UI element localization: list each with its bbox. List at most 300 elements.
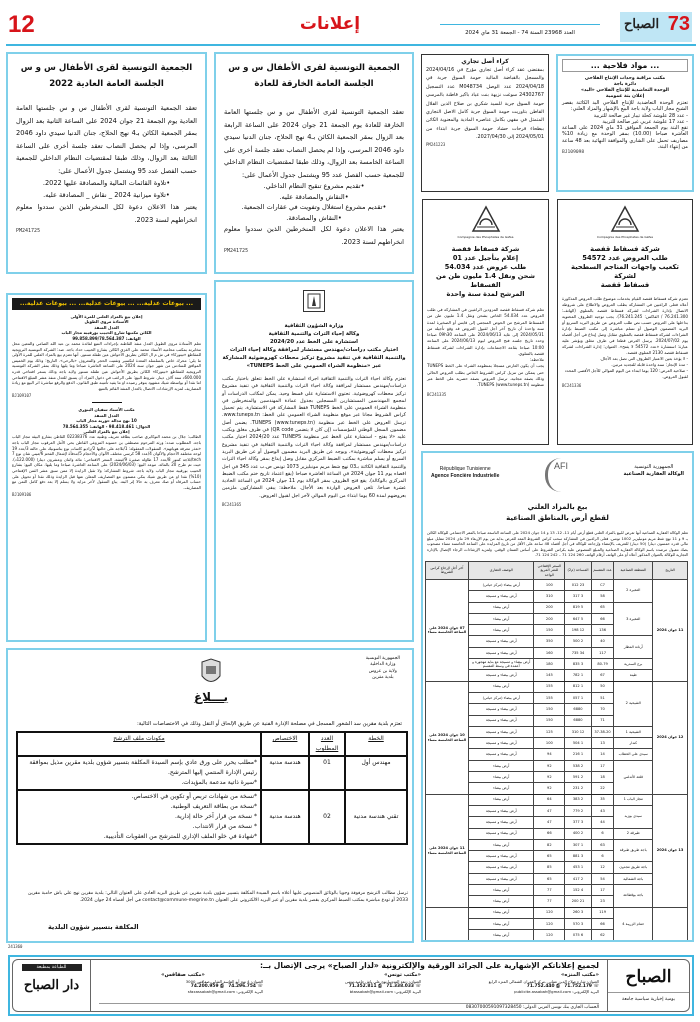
price-cell: 94 <box>534 749 565 760</box>
description-cell: أرض بيضاء و مسيجة <box>468 636 534 647</box>
lot-cell: 51 <box>591 692 614 703</box>
price-cell: 200 <box>534 613 565 624</box>
area-cell: 5 819 <box>565 602 592 613</box>
lot-cell: 14 <box>591 749 614 760</box>
office-name: «مكتب صفاقس» <box>161 972 205 978</box>
fax-icon: ⎙ <box>556 984 560 990</box>
office-email: البريد الإلكتروني: sfaxassabah@gmail.com <box>187 989 263 995</box>
table-row <box>426 681 688 692</box>
zone-cell: الشيحية 2 <box>614 681 653 726</box>
price-cell: 180 <box>534 659 565 670</box>
org-line: الجمهورية التونسية <box>365 656 400 661</box>
ad-title: طلب عروض عدد 54.034 <box>444 263 527 271</box>
office-fax: 74.200.959 <box>190 984 219 990</box>
lot-cell: 23 <box>591 896 614 907</box>
org-line: ولاية بن عروس <box>368 668 397 674</box>
description-cell: أرض بيضاء و مسيجة <box>468 851 534 862</box>
ad-item: - عدد 28 علوشة كحلة تيبار غير صالحة للتربية <box>593 112 688 119</box>
office-address: العنوان: شارع صلاح الدين عماني -مركز العمران الشمالي المنزه الرابع <box>488 979 599 984</box>
price-cell: 64 <box>534 794 565 805</box>
auction-date: 13 جوان 2024 <box>653 794 688 907</box>
area-cell: 6 075 <box>565 930 592 941</box>
lot-cell: 63 <box>591 839 614 850</box>
lot-cell: 136 <box>591 625 614 636</box>
afi-name-ar <box>623 464 684 478</box>
office-fax: 71.352.811 <box>348 984 377 990</box>
area-cell: 4 152 <box>565 884 592 895</box>
ad-title: الجمعية التونسية لقرى الأطفال س و س <box>20 63 193 73</box>
price-cell: 350 <box>534 636 565 647</box>
doc-item: *نسخة من بطاقة التعريف الوطنية. <box>170 803 257 810</box>
lot-cell: 17 <box>591 884 614 895</box>
zone-cell: برج السدرية <box>614 659 653 670</box>
price-cell: 120 <box>534 930 565 941</box>
description-cell: أرض بيضاء <box>468 907 534 918</box>
zone-cell: طبرقة 2 <box>614 828 653 839</box>
lot-cell: 80-79 <box>591 659 614 670</box>
ad-title: شركة فسفاط قفصة <box>590 245 660 253</box>
ad-ref: 241360 <box>8 944 23 949</box>
lot-cell: 54 <box>591 873 614 884</box>
description-cell: أرض بيضاء <box>468 839 534 850</box>
description-cell: أرض بيضاء و مسيجة <box>468 828 534 839</box>
area-cell: 6880 <box>565 715 592 726</box>
notice-title: بـــلاغ <box>193 690 229 704</box>
price-cell <box>534 941 565 942</box>
ad-subtitle: لقطع أرض بالمناطق الصناعية <box>506 514 609 522</box>
issue-info: العدد 23968 السنة 74 - الجمعة 31 ماي 2024 <box>465 30 575 36</box>
ad-title: كراء أصل تجاري <box>461 58 509 65</box>
area-cell: 3 377 <box>565 817 592 828</box>
megrine-org <box>366 656 400 682</box>
col-post: الخطة <box>345 732 407 756</box>
office-tunis <box>271 972 421 995</box>
area-cell: 23 012 <box>565 579 592 590</box>
column-header: المنطقة الصناعية <box>614 561 653 579</box>
price-cell: 47 <box>534 817 565 828</box>
ad-body: تعتزم شركة فسفاط قفصة القيام بخدمات موضوع طلب العروض المذكورة أعلاه فعلى الراغبين في المشاركة بطلب العروض والاطلاع على شروطه الاتصال بإدارة الشراءات لشركة فسفاط قفصة بالمتلوي (الهاتف: 76.241.300 / الفاكس: 76.241.245). يجب توجيه الظروف المحتوية بداخلها على العروض حسب نص طلب العروض عن طريق البريد السريع أو البريد المضمون الوصول أو تسلم مباشرة إلى مكتب الضبط بإدارة الشراءات لشركة فسفاط قفصة بالمتلوي مقابل وصل إيداع في أجل أقصاه يوم 2024/07/02. يرسل العرض قطعا في ظرف مغلق ويؤشر عليه عبارة: استشارة «عدد 54572 لا يفتح». العنوان: إدارة الشراءات لشركة فسفاط قفصة 2130 المتلوي قفصة. <box>562 296 689 355</box>
description-cell: أرض بيضاء و مسيجة <box>468 749 534 760</box>
lot-cell: 6 <box>591 851 614 862</box>
lot-cell: 43 <box>591 805 614 816</box>
price-cell: 47 <box>534 805 565 816</box>
print-label: للطباعة بمطبعة <box>22 964 82 971</box>
ad-assembly-ordinary <box>6 52 207 274</box>
note-label: ملاحظة: <box>529 357 544 363</box>
bank-account: الحساب الجاري بنك تونس العربي الدولي: 08307000591097328450 <box>99 1003 599 1010</box>
area-cell: 2 383 <box>565 794 592 805</box>
description-cell: أرض بيضاء و مسيجة <box>468 738 534 749</box>
ministry-emblem <box>303 290 325 312</box>
ad-lease <box>421 54 549 192</box>
column-header: آخر أجل لإرجاع كراس الشروط <box>426 561 469 579</box>
agenda-item: •النقاش والمصادقة. <box>286 213 342 222</box>
lot-cell: 66 <box>591 918 614 929</box>
office-address: العنوان: 4 نهج أبو القاسم الشابي-صفاقس 3000 <box>185 979 263 984</box>
signature: المكلفة بتسيير شؤون البلدية <box>48 923 139 931</box>
description-cell: أرض بيضاء <box>468 613 534 624</box>
count-cell: 02 <box>309 790 345 844</box>
zone-cell <box>614 941 653 942</box>
zone-cell: حمام الزريبة 4 <box>614 907 653 941</box>
header-rule <box>6 44 696 46</box>
office-sfax <box>103 972 263 995</box>
ad-title: المرشح لمدة سنة واحدة <box>446 290 525 298</box>
shield-icon <box>200 658 222 688</box>
ad-banner: ... بيوعات عدلية... ... بيوعات عدلية... ... بيوعات عدلية... <box>12 298 201 310</box>
deadline-cell <box>426 907 469 942</box>
area-cell: 1 453 <box>565 862 592 873</box>
area-cell: 5 647 <box>565 613 592 624</box>
column-header: عدد المقسم <box>591 561 614 579</box>
ad-culture-ministry <box>214 280 414 642</box>
ad-body: بمقتضى عقد كراء أصل تجاري مؤرخ في 2024/04/16 والمسجل بالقباضة المالية حومة السوق جربة في 2024/04/18 عدد الوصل M048734 عدد التسجيل 24302767 سوغت نزيهة بنت عياد باكير قاطنة بالمرسى حومة السوق جربة للسيد شكري بن صلاح الدين الفلال القاطن بتاوريت حومة السوق جربة كامل الاصل التجاري المتمثل في مقهى بكامل عناصره المادية والمعنوية الكائن ببطحاء فرحات حشاد حومة السوق جربة ابتداء من 2024/05/01 إلى 2027/04/30. <box>426 67 544 141</box>
lot-cell: 12 <box>591 862 614 873</box>
description-cell: أرض بيضاء <box>468 896 534 907</box>
office-fax: 71.752.440 <box>526 984 555 990</box>
newspaper-logo <box>620 12 692 42</box>
price-cell: 92 <box>534 772 565 783</box>
notice-head: مكتب الأستاذ سفيان البنوري <box>78 407 135 413</box>
table-row <box>17 790 407 844</box>
spec-cell: هندسة مدنية <box>261 756 309 790</box>
description-cell: أرض بيضاء <box>468 930 534 941</box>
notice-head: العدل المنفذ <box>94 412 119 418</box>
afi-name-fr <box>431 466 499 480</box>
ad-org: إعلان بتة عمومية <box>605 94 645 99</box>
description-cell: أرض بيضاء و مسيجة <box>468 647 534 658</box>
description-cell: أرض بيضاء <box>468 783 534 794</box>
description-cell: أرض بيضاء و مسيجة <box>468 670 534 681</box>
doc-item: *نسخة من شهادات تربص أو تكوين في الاختصاص. <box>131 793 257 800</box>
area-cell: 3 317 <box>565 591 592 602</box>
lot-cell <box>591 941 614 942</box>
cpg-logo <box>471 205 501 235</box>
price-cell: 85 <box>534 862 565 873</box>
auction-date: 12 جوان 2024 <box>653 681 688 794</box>
price-cell: 200 <box>534 602 565 613</box>
area-cell: 12 310 <box>565 726 592 737</box>
notice-head: إعلان بيع بالمزاد العلني للمرة الأولى <box>70 314 143 319</box>
ad-title: بيع بالمزاد العلني <box>527 503 588 511</box>
cpg-logo <box>610 205 640 235</box>
ad-footer: يعتبر هذا الاعلان دعوة لكل المنخرطين الذين سددوا معلوم انخراطهم لسنة 2023. <box>16 203 197 224</box>
lot-cell: 37-38-20 <box>591 726 614 737</box>
spec-cell: هندسة مدنية <box>261 790 309 844</box>
area-cell: 2 500 <box>565 636 592 647</box>
office-email: البريد الإلكتروني: publicite.assabah@gmail.com <box>514 989 599 995</box>
zone-cell: باجة الشمالية <box>614 873 653 884</box>
ad-cpg-postpone <box>422 199 549 445</box>
price-cell: 150 <box>534 715 565 726</box>
doc-item: * نسخة من قرار آخر حالة إدارية. <box>174 813 257 820</box>
deadline-cell: 10 جوان 2024 على الساعة الخامسة مساء <box>426 681 469 794</box>
lot-cell: 67 <box>591 670 614 681</box>
price-cell: 120 <box>534 907 565 918</box>
post-cell: تقني هندسة مدنية <box>345 790 407 844</box>
notice-head: إعلان بيع بالمزاد العلني <box>83 429 130 434</box>
afi-logo <box>545 458 579 492</box>
ad-ref: PM241725 <box>224 248 249 254</box>
ad-body: تعقد الجمعية التونسية لقرى الأطفال س و س جلستها العامة الخارقة للعادة يوم الجمعة 21 جوان 2024 على الساعة الرابعة بعد الزوال بمقر الجمعية الكائن بـ4 نهج الحلاج، جنان الدنيا سيدي داود 2046 المرسى، وإذا لم يحصل النصاب تعقد جلسة أخرى على الساعة الخامسة بعد الزوال، وذلك طبقا لمقتضيات النظام الداخلي للجمعية حسب الفصل عدد 95 ويشتمل جدول الأعمال على: <box>224 108 405 179</box>
description-cell: أرض بيضاء و مسيجة <box>468 715 534 726</box>
price-cell: 155 <box>534 692 565 703</box>
ad-item: - لا يؤخذ بعين الاعتبار الظروف التي تصل بعد الأجال. <box>599 356 688 361</box>
ad-ref: BJ109106 <box>12 492 32 498</box>
lot-cell: 6 <box>591 828 614 839</box>
count-cell: 01 <box>309 756 345 790</box>
ad-item: - صلاحية العرض: 120 يوما ابتداء من اليوم الموالي للأجل الأقصى المحدد لقبول العروض. <box>564 368 688 379</box>
notice-body: تعلم الأستاذة مروى الطويل العدل منفذ القاطنة بإجراءات التتبع لفائدة محمد بن عبد الله الصامي والمعين محل مخابرته بمكتب محاميه الأستاذ محمد علي الغزي الكائن بشارع الحبيب حداد باجة. ضد: الشركة التونسية النرويجية للمقاطع «تيتوركا» في ش م ال الكائن بطريق الأحواش عين طفلة تستور. أنها تعتزم بيع بالمزاد العلني للمرة الأولى ما يلي: محرك خاص بالسلسلة المعدة لتكسير وتفتيت الحجر والمعروف «بالرحى». التاريخ: وذلك يوم الخميس الموافق للسادس من شهر جوان سنة 2024 على الساعة العاشرة صباحا وما يليها وذلك بمقر الشركة التونسية النرويجية للمقاطع «تيتوركا» الكائن بطريق الأحواش عين طفلة تستور ولاية باجة وذلك بسعر افتتاحي قدره 600.000د ستة آلاف دينار. شروط البيع: على الراغب في دخول المزاد أن يسبق للعدل منفذ عشر المبلغ الافتتاحي اما نقدا أو بواسطة شيك مشهود بتوفر رصيده او ما يفيد تأمينه طبق القانون. الدفع والرفع مباشرة اثر البيع مع زيادة المصاريف لمزيد الإرشادات الاتصال بالعدل المنفذ القائم بالتتبع. <box>12 341 201 391</box>
office-email: البريد الإلكتروني: btassabah@gmail.com <box>349 989 421 995</box>
column-header: التاريخ <box>653 561 688 579</box>
zone-cell: طينة <box>614 670 653 681</box>
col-docs: مكونات ملف الترشح <box>17 732 261 756</box>
description-cell: أرض بيضاء <box>468 760 534 771</box>
lot-cell: 70 <box>591 704 614 715</box>
zone-cell: باجة بوقطاعة <box>614 884 653 907</box>
ad-title: الجمعية التونسية لقرى الأطفال س و س <box>228 63 400 73</box>
lot-cell: 35 <box>591 794 614 805</box>
area-cell: 1 504 <box>565 738 592 749</box>
price-cell: 65 <box>534 873 565 884</box>
ad-subtitle: الجلسة العامة الخارقة للعادة <box>254 79 374 89</box>
afi-logo-text: AFI <box>554 461 569 471</box>
logo-caption: Compagnie des Phosphates de Gafsa <box>597 235 653 239</box>
lot-cell: 119 <box>591 907 614 918</box>
zone-cell: باجة طريق مجدون <box>614 862 653 873</box>
agenda-item: •تلاوة ميزانية 2024 _ نقاش _ المصادقة عليه. <box>43 191 170 199</box>
price-cell: 100 <box>534 579 565 590</box>
header-rule-short <box>440 24 600 25</box>
notice-intro: تعتزم بلدية مقرين سد الشغور المسجل في مصلحة الإدارة الفنية عن طريق الإلحاق أو النقل وذلك في الاختصاصات التالية: <box>136 721 402 727</box>
afi-agency-ar: الوكالة العقارية الصناعية <box>623 471 684 477</box>
price-cell: 77 <box>534 884 565 895</box>
ad-note: يجب أن يكون العارض مسجلا بمنظومة الشراء على الخط TUNEPS حتى يتمكن من تنزيل كراس الشروط الخاص بطلب العروض الحالي وذلك بصفة مجانية. ترسل العروض بصفة حصرية على الخط عبر منظومة TUNEPS (www.tuneps.tn). <box>427 363 544 388</box>
description-cell: أرض بيضاء <box>468 794 534 805</box>
description-cell: أرض بيضاء و مسيجة <box>468 591 534 602</box>
agenda-item: •تقديم مشروع تنقيح النظام الداخلي. <box>263 182 365 190</box>
zone-cell: المغيرة 3 <box>614 602 653 636</box>
auction-date: 11 جوان 2024 <box>653 579 688 681</box>
office-phone: 74.296.754 <box>228 984 256 990</box>
agenda-item: •النقاش والمصادقة عليه. <box>279 192 349 201</box>
ad-body: تعتزم الوحدة التعاضدية للإنتاج الفلاحي البد الكائنة بقصر الشيخ مجاز الباب ولاية باجة البيع بالإشهار والمزاد العلني: <box>562 100 688 113</box>
lot-cell: 71 <box>591 715 614 726</box>
area-cell: 6880 <box>565 704 592 715</box>
doc-item: *شهادة في خلو الملف الإداري للمترشح من العقوبات التأديبية. <box>103 833 257 840</box>
lot-cell: 65 <box>591 602 614 613</box>
fax-icon: ⎙ <box>378 984 382 990</box>
description-cell: أرض بيضاء و مسيجة <box>468 817 534 828</box>
doc-item: *مطلب يحرر على ورق عادي بإسم السيدة المكلفة بتسيير شؤون بلدية مقرين مذيل بموافقة رئيس الإدارة المنتمي إليها المترشح. <box>29 759 257 776</box>
notice-head: الهاتف: 99.858.899/78.564.387 <box>72 335 141 341</box>
brand-block <box>607 960 689 1011</box>
description-cell: أرض بيضاء و مسيجة <box>468 805 534 816</box>
office-name: «مكتب تونس» <box>384 972 421 978</box>
print-block <box>13 960 91 1011</box>
ad-ref: BJ109107 <box>12 393 32 399</box>
lot-cell: 22 <box>591 783 614 794</box>
notice-head: الأستاذة مروى الطويل <box>84 319 129 325</box>
divider <box>92 402 122 403</box>
afi-agency-fr: Agence Foncière Industrielle <box>431 473 500 479</box>
lot-cell: 66 <box>591 613 614 624</box>
price-cell: 65 <box>534 851 565 862</box>
office-phone: 71.752.179 <box>564 984 592 990</box>
ad-org: استشارة على الخط عدد 2024/20 <box>269 339 358 345</box>
price-cell: 160 <box>534 647 565 658</box>
notice-head: الجوال: 98.418.461 - الهاتف: 78.564.355 <box>62 423 151 429</box>
logo-text: الصباح <box>624 17 660 32</box>
description-cell: أرض بيضاء <box>468 681 534 692</box>
deadline-cell: 11 جوان 2024 على الساعة الخامسة مساء <box>426 794 469 907</box>
price-cell: 66 <box>534 828 565 839</box>
area-cell: 3 260 <box>565 907 592 918</box>
page-header <box>0 0 700 46</box>
price-cell: 145 <box>534 670 565 681</box>
doc-item: *سيرة ذاتية مدعمة بالمؤيدات. <box>181 779 257 786</box>
ad-banner: ... مواد فلاحية ... <box>562 59 688 72</box>
ad-ref: PM241725 <box>16 228 41 234</box>
column-header: السعر الإفتتاحي للمتر المربع الواحد <box>534 561 565 579</box>
ad-item: - مدة الإنجاز: سنة واحدة قابلة للتجديد مرتين. <box>611 362 688 367</box>
afi-country-fr: République Tunisienne <box>439 466 491 472</box>
area-cell: 12 198 <box>565 625 592 636</box>
area-cell: 2 779 <box>565 805 592 816</box>
area-cell: 1 216 <box>565 749 592 760</box>
ad-org: وزارة الشؤون الثقافية <box>284 323 344 329</box>
lot-cell: 117 <box>591 647 614 658</box>
zone-cell: سيدي بوزيد <box>614 805 653 828</box>
price-cell: 92 <box>534 760 565 771</box>
area-cell: 1 057 <box>565 692 592 703</box>
zone-cell: المغيرة 2 <box>614 579 653 602</box>
office-phone: 71.338.033 <box>386 984 414 990</box>
ad-ref: BJ109098 <box>562 150 585 156</box>
ad-body: تعقد الجمعية التونسية لقرى الأطفال س و س جلستها العامة العادية يوم الجمعة 21 جوان 2024 على الساعة الثانية بعد الزوال بمقر الجمعية الكائن بـ4 نهج الحلاج، جنان الدنيا سيدي داود 2046 المرسى، وإذا لم يحصل النصاب تعقد جلسة أخرى على الساعة الثالثة بعد الزوال، وذلك طبقا لمقتضيات النظام الداخلي للجمعية حسب الفصل عدد 95 ويشتمل جدول الأعمال على: <box>16 104 197 175</box>
phone-icon: ☏ <box>415 984 421 990</box>
column-header: الوصف العقاري <box>468 561 534 579</box>
deadline-cell: 07 جوان 2024 على الساعة الخامسة مساء <box>426 579 469 681</box>
description-cell: أرض بيضاء <box>468 625 534 636</box>
agenda-item: •تلاوة القائمات المالية والمصادقة عليها 2022. <box>42 179 171 187</box>
area-cell <box>565 941 592 942</box>
afi-lots-table <box>425 561 688 942</box>
zone-cell: سيدي علي الحطاب <box>614 749 653 760</box>
col-count: العدد المطلوب <box>309 732 345 756</box>
ad-body: تعتزم وكالة احياء التراث والتنمية الثقافية اجراء استشارة على الخط تتعلق باختيار مكتب دراسات/مهندس مستشار لمرافقة وكالة احياء التراث والتنمية الثقافية في تنفيذ مشروع تركيز محطات كهروضوئية. تحتوي الاستشارة على قسط وحيد. يمكن لمكاتب الدراسات أو لمجمع المهندسين المستشارين المسجلين بجدول عمادة المهندسين والمنخرطين في منظومة الشراء العمومي على الخط TUNEPS فقط المشاركة في الاستشارة. يتم تحميل كراس الشروط مجانا عبر موقع منظومة الشراء العمومي على الخط: www.tuneps.tn. ترسل العروض على الخط عبر منظومة (www.tuneps.tn) TUNEPS. يضمن أصل مضمون السجل الوطني للمؤسسات (إن كان لا يتضمن QR code) في ظرف مغلق ويكتب عليه «لا يفتح - استشارة على الخط عبر منظومة TUNEPS عدد 2024/20 اختيار مكتب دراسات/مهندس مستشار لمرافقة وكالة احياء التراث والتنمية الثقافية في تنفيذ مشروع تركيز محطات كهروضوئية»، ويوجه عن طريق البريد مضمون الوصول أو عن طريق البريد السريع أو يسلم مباشرة بمكتب الضبط المركزي مقابل وصل إيداع بمقر وكالة احياء التراث والتنمية الثقافية الكائنة بـ03 نهج شط مريم مونبليزير 1073 تونس ص.ب عدد 345 في اجل اقصاه يوم 11 جوان 2024 في الساعة العاشرة صباحا (يقع اعتماد تاريخ ختم مكتب الضبط المركزي بالوكالة). يقع فتح الظروف بمقر الوكالة يوم 11 جوان 2024 في الساعة الحادية عشرة صباحا. تلغى العروض الواردة بعد الأجال. ملاحظة: يبقى المشاركون ملزمين بعروضهم لمدة 60 يوما ابتداء من اليوم الموالي لآخر اجل لقبول العروض. <box>222 376 407 499</box>
price-cell: 150 <box>534 625 565 636</box>
description-cell: أرض بيضاء و مسيجة <box>468 704 534 715</box>
zone-cell: قلعة الأندلس <box>614 760 653 794</box>
ad-megrine-notice <box>6 648 414 943</box>
area-cell: 21 200 <box>565 896 592 907</box>
footer-inner <box>12 959 690 1012</box>
footer-headline: لجميع إعلاناتكم الإشهارية على الجرائد الورقية والإلكترونية «لدار الصباح» يرجى الإتصال بــ: <box>260 961 599 970</box>
docs-cell <box>17 790 261 844</box>
ad-org: مكتب مراقبة وحدات الإنتاج الفلاحي <box>584 76 666 81</box>
ad-tail: تقع البتة يوم الجمعة الموافق 31 ماي 2024 على الساعة العاشرة صباحا (10.00) بمقر الوحدة مع زيادة 10% مصاريف تحمل على الشاري والموافقة النهائية بعد 48 ساعة من إنتهاء البتة. <box>562 125 689 151</box>
notice-head: العدل المنفذ <box>94 324 119 330</box>
lot-cell: 17 <box>591 760 614 771</box>
description-cell: أرض بيضاء و مسيجة <box>468 862 534 873</box>
price-cell: 100 <box>534 738 565 749</box>
description-cell <box>468 941 534 942</box>
ad-org: الوحدة التعاضدية للإنتاج الفلاحي «البد» <box>580 88 669 93</box>
ad-title: إعلام بتأجيل عدد 01 <box>452 254 519 262</box>
lot-cell: 44 <box>591 817 614 828</box>
ad-subject: اختيار مكتب دراسات/مهندس مستشار لمرافقة وكالة إحياء التراث والتنمية الثقافية في تنفيذ مشروع تركيز محطات كهروضوئية المشاركة عبر «منظومة الشراء العمومي على الخط TUNEPS» <box>222 347 406 369</box>
price-cell: 150 <box>534 704 565 715</box>
ad-agricultural <box>556 54 694 192</box>
fax-icon: ⎙ <box>220 984 224 990</box>
cpg-logo-icon <box>610 205 640 235</box>
description-cell: أرض بيضاء <box>468 918 534 929</box>
office-menzah <box>429 972 599 995</box>
ad-afi-auction <box>421 451 694 942</box>
area-cell: 1 782 <box>565 670 592 681</box>
price-cell: 310 <box>534 591 565 602</box>
ad-body: تعلم شركة فسفاط قفصة المزودين الراغبين في المشاركة في طلب العروض عدد 54.034 الخاص بشحن ونقل 1.4 مليون طن من الفسفاط المرشح من الحوض المنجمي إلى قابس أو الصخيرة لمدة سنة واحدة أن تاريخ آخر أجل لقبول العروض قد وقع تأجيله من 2024/05/31 إلى غاية 2024/06/13 على الساعة 09h30 صباحا وحدد تاريخ جلسة فتح العروض ليوم 2024/06/13 على الساعة 10:00 صباحا بقاعة الاجتماعات بإدارة الشراءات لشركة فسفاط قفصة بالمتلوي. <box>427 307 544 357</box>
description-cell: أرض بيضاء <box>468 884 534 895</box>
description-cell: أرض بيضاء (مركز حياتي) <box>468 579 534 590</box>
brand-tagline: يومية إخبارية سياسية جامعة <box>608 992 689 1002</box>
ad-judicial-sales <box>6 293 207 642</box>
price-cell: 77 <box>534 896 565 907</box>
lot-cell: 18 <box>591 772 614 783</box>
afi-header <box>427 456 688 496</box>
ad-org: وكالة إحياء التراث والتنمية الثقافية <box>268 331 360 337</box>
emblem-icon <box>304 291 324 311</box>
area-cell: 2 538 <box>565 760 592 771</box>
description-cell: أرض بيضاء و مسيجة <box>468 726 534 737</box>
ad-ref: PM241223 <box>426 141 446 147</box>
afi-country-ar: الجمهورية التونسية <box>634 464 674 470</box>
org-line: وزارة الداخلية <box>370 662 396 668</box>
price-cell: 155 <box>534 681 565 692</box>
column-header: المساحة (م2) <box>565 561 592 579</box>
phone-icon: ☏ <box>257 984 263 990</box>
ad-ref: BC241365 <box>222 502 242 508</box>
area-cell: 1 307 <box>565 839 592 850</box>
table-row <box>17 756 407 790</box>
area-cell: 3 835 <box>565 659 592 670</box>
zone-cell: باجة طريق طبرقة <box>614 839 653 862</box>
ad-ref: BC241335 <box>427 391 447 397</box>
zone-cell: كندار <box>614 738 653 749</box>
area-cell: 1 812 <box>565 681 592 692</box>
lot-cell: 40 <box>591 636 614 647</box>
col-spec: الاختصاص <box>261 732 309 756</box>
price-cell: 92 <box>534 783 565 794</box>
brand-logo: الصباح <box>625 967 672 987</box>
cpg-logo-icon <box>471 205 501 235</box>
area-cell: 2 591 <box>565 772 592 783</box>
ad-org: دائرة باجة <box>613 82 637 87</box>
post-cell: مهندس أول <box>345 756 407 790</box>
table-row <box>426 794 688 805</box>
area-cell: 2 231 <box>565 783 592 794</box>
price-cell: 125 <box>534 726 565 737</box>
area-cell: 3 570 <box>565 918 592 929</box>
table-row <box>426 907 688 918</box>
recruitment-table <box>16 731 408 845</box>
zone-cell: مجاز الباب 1 <box>614 794 653 805</box>
megrine-emblem <box>200 658 222 688</box>
lot-cell: C7 <box>591 579 614 590</box>
description-cell: أرض بيضاء (مركز حياتي) <box>468 692 534 703</box>
